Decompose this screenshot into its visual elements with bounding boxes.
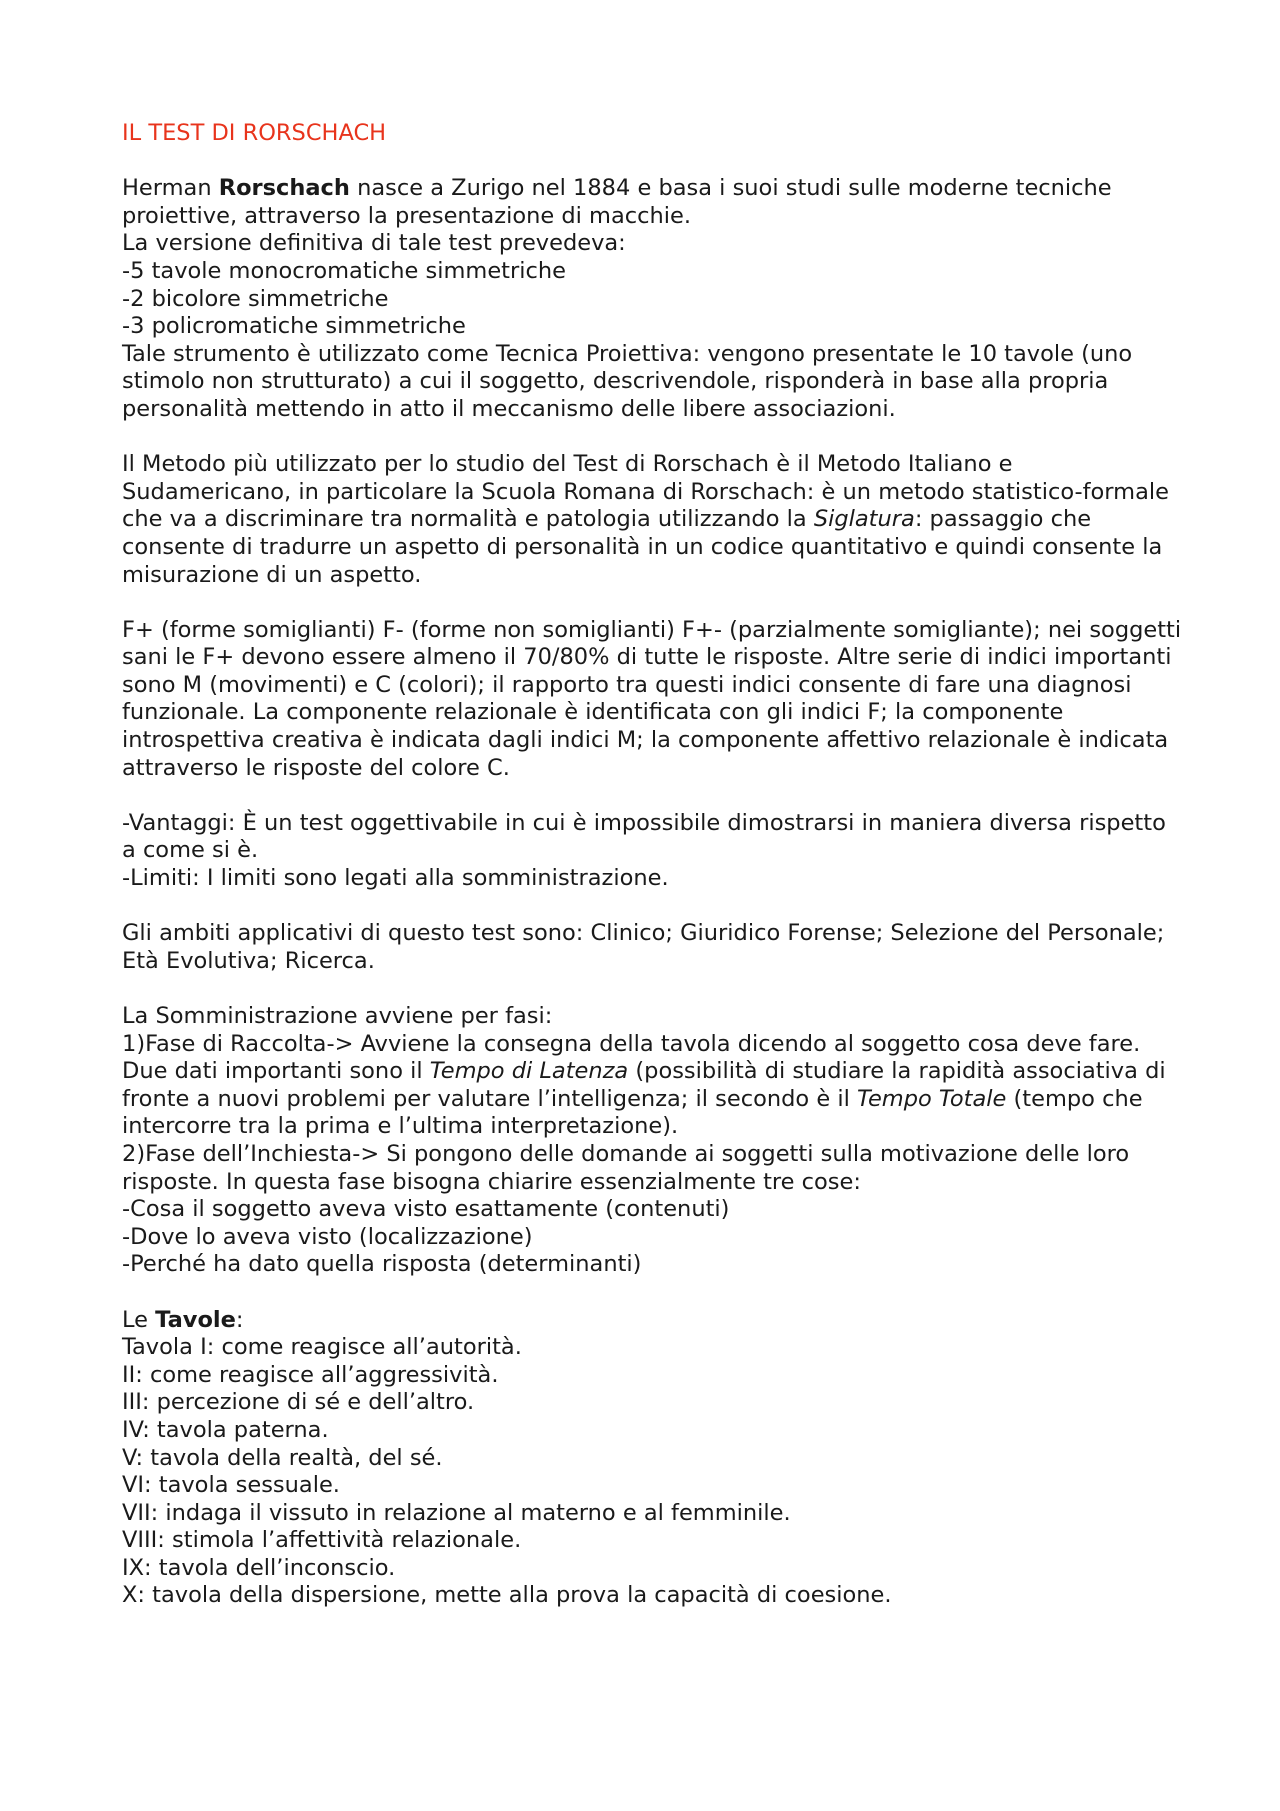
intro-text: nasce a Zurigo nel 1884 e basa i suoi studi sulle moderne tecniche proiettive, attraverso la presentazione di macchie. [122, 175, 1112, 229]
spacer [122, 975, 1182, 1003]
intro-line: La versione definitiva di tale test prevedeva: [122, 230, 626, 257]
inchiesta-item: -Cosa il soggetto aveva visto esattamente (contenuti) [122, 1196, 730, 1223]
tempo-latenza-term: Tempo di Latenza [429, 1058, 629, 1085]
intro-line: -2 bicolore simmetriche [122, 285, 389, 312]
intro-line: -5 tavole monocromatiche simmetriche [122, 257, 566, 284]
metodo-paragraph [122, 451, 1182, 589]
tavola-item: VIII: stimola l’affettività relazionale. [122, 1527, 522, 1554]
fase-raccolta [122, 1031, 1182, 1141]
spacer [122, 589, 1182, 617]
tavole-heading-text: Le [122, 1306, 156, 1333]
inchiesta-item: -Dove lo aveva visto (localizzazione) [122, 1223, 533, 1250]
vantaggi-line: -Vantaggi: È un test oggettivabile in cui è impossibile dimostrarsi in maniera diversa rispetto a come si è. [122, 809, 1166, 864]
tavola-item: V: tavola della realtà, del sé. [122, 1444, 443, 1471]
tavola-item: II: come reagisce all’aggressività. [122, 1361, 499, 1388]
tavola-item: IX: tavola dell’inconscio. [122, 1554, 396, 1581]
spacer [122, 782, 1182, 810]
tempo-totale-term: Tempo Totale [857, 1085, 1007, 1112]
ambiti-paragraph: Gli ambiti applicativi di questo test sono: Clinico; Giuridico Forense; Selezione del Personale; Età Evolutiva; Ricerca. [122, 920, 1165, 974]
limiti-line: -Limiti: I limiti sono legati alla somministrazione. [122, 865, 669, 892]
tavole-heading-bold: Tavole [155, 1306, 236, 1333]
metodo-text: : passaggio che consente di tradurre un aspetto di personalità in un codice quantitativo e quindi consente la misurazione di un aspetto. [122, 506, 1163, 588]
tavola-item: VII: indaga il vissuto in relazione al materno e al femminile. [122, 1499, 791, 1526]
fase-text: 1)Fase di Raccolta-> Avviene la consegna della tavola dicendo al soggetto cosa deve fare. Due dati importanti sono il [122, 1030, 1141, 1085]
spacer [122, 1279, 1182, 1307]
fase-text: (tempo che intercorre tra la prima e l’ultima interpretazione). [122, 1085, 1143, 1140]
fase-inchiesta: 2)Fase dell’Inchiesta-> Si pongono delle domande ai soggetti sulla motivazione delle loro risposte. In questa fase bisogna chiarire essenzialmente tre cose: [122, 1140, 1130, 1195]
metodo-text: Il Metodo più utilizzato per lo studio del Test di Rorschach è il Metodo Italiano e Sudamericano, in particolare la Scuola Romana di Rorschach: è un metodo statistico-formale che va a discriminare tra normalità e patologia utilizzando la [122, 451, 1169, 533]
document-body [122, 120, 1182, 1610]
tavola-item: X: tavola della dispersione, mette alla prova la capacità di coesione. [122, 1582, 892, 1609]
document-title: IL TEST DI RORSCHACH [122, 120, 387, 146]
forme-paragraph: F+ (forme somiglianti) F- (forme non somiglianti) F+- (parzialmente somigliante); nei soggetti sani le F+ devono essere almeno il 70/80% di tutte le risposte. Altre serie di indici importanti sono M (movimenti) e C (colori); il rapporto tra questi indici consente di fare una diagnosi funzionale. La componente relazionale è identificata con gli indici F; la componente introspettiva creativa è indicata dagli indici M; la componente affettivo relazionale è indicata attraverso le risposte del colore C. [122, 616, 1182, 781]
spacer [122, 893, 1182, 921]
tavola-item: Tavola I: come reagisce all’autorità. [122, 1334, 522, 1361]
spacer [122, 424, 1182, 452]
fase-text: (possibilità di studiare la rapidità associativa di fronte a nuovi problemi per valutare l’intelligenza; il secondo è il [122, 1058, 1166, 1112]
siglatura-term: Siglatura [813, 506, 915, 533]
inchiesta-item: -Perché ha dato quella risposta (determinanti) [122, 1251, 642, 1278]
tavole-heading [122, 1307, 1182, 1335]
intro-text: Herman [122, 175, 219, 202]
intro-line: -3 policromatiche simmetriche [122, 313, 466, 340]
intro-line: Tale strumento è utilizzato come Tecnica Proiettiva: vengono presentate le 10 tavole (uno stimolo non strutturato) a cui il soggetto, descrivendole, risponderà in base alla propria personalità mettendo in atto il meccanismo delle libere associazioni. [122, 340, 1133, 422]
tavole-heading-text: : [235, 1306, 244, 1333]
tavola-item: III: percezione di sé e dell’altro. [122, 1389, 475, 1416]
intro-paragraph [122, 175, 1182, 230]
author-name: Rorschach [218, 175, 350, 202]
tavola-item: IV: tavola paterna. [122, 1416, 329, 1443]
somministrazione-heading: La Somministrazione avviene per fasi: [122, 1003, 553, 1029]
tavola-item: VI: tavola sessuale. [122, 1472, 340, 1499]
